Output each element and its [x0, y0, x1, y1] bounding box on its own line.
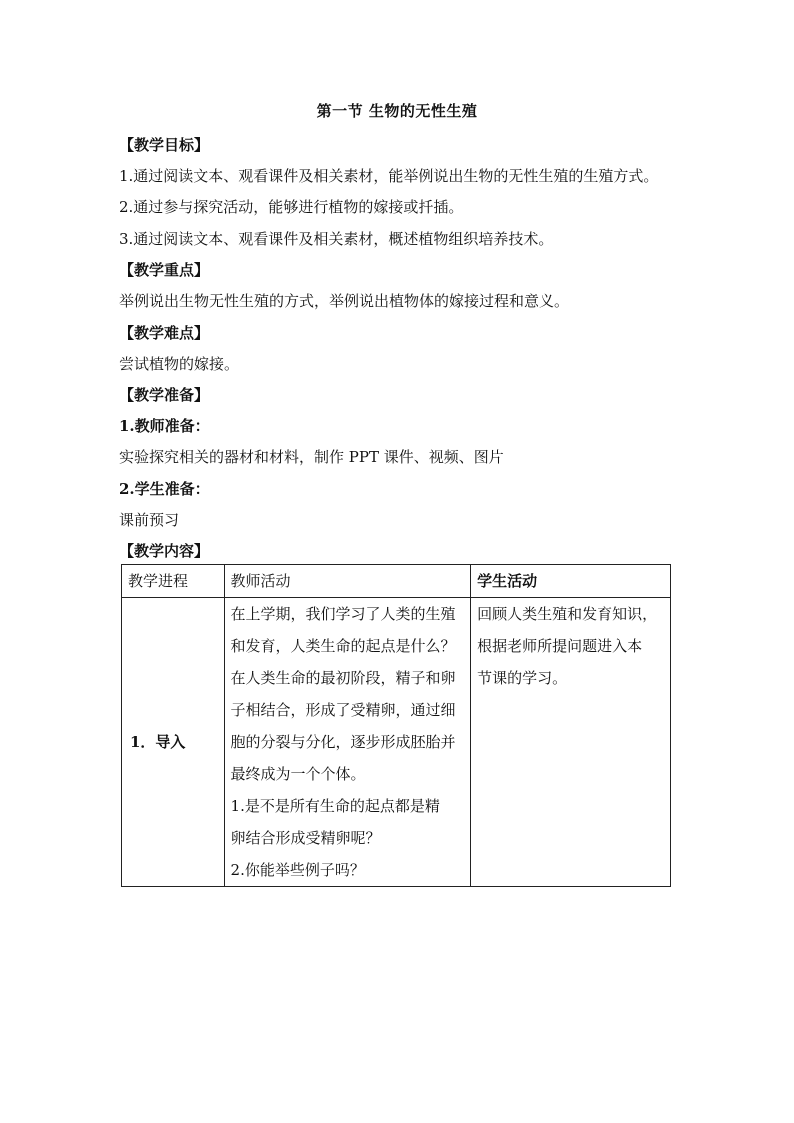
page-title: 第一节 生物的无性生殖: [316, 102, 478, 120]
teacher-line: 最终成为一个个体。: [230, 765, 366, 783]
header-teacher-activity: 教师活动: [224, 565, 471, 598]
table-row: [122, 598, 671, 887]
difficulties-heading: 【教学难点】: [119, 324, 210, 342]
teacher-line: 胞的分裂与分化，逐步形成胚胎并: [230, 733, 456, 751]
stage-cell: 1．导入: [122, 598, 225, 887]
difficulties-text: 尝试植物的嫁接。: [119, 355, 240, 373]
teacher-line: 在上学期，我们学习了人类的生殖: [230, 605, 456, 623]
teacher-prep-heading: 1.教师准备：: [119, 417, 210, 435]
teacher-line: 在人类生命的最初阶段，精子和卵: [230, 669, 456, 687]
objective-item: 3.通过阅读文本、观看课件及相关素材，概述植物组织培养技术。: [119, 230, 554, 248]
teacher-line: 子相结合，形成了受精卵，通过细: [230, 701, 456, 719]
lesson-table: [121, 564, 671, 887]
teacher-line: 和发育，人类生命的起点是什么？: [230, 637, 456, 655]
key-points-heading: 【教学重点】: [119, 261, 210, 279]
header-student-activity: 学生活动: [471, 565, 671, 598]
teacher-prep-text: 实验探究相关的器材和材料，制作 PPT 课件、视频、图片: [119, 448, 504, 466]
objectives-heading: 【教学目标】: [119, 136, 210, 154]
teacher-line: 1.是不是所有生命的起点都是精: [230, 797, 440, 815]
preparation-heading: 【教学准备】: [119, 386, 210, 404]
student-line: 节课的学习。: [477, 669, 568, 687]
teacher-line: 2.你能举些例子吗？: [230, 861, 365, 879]
student-prep-text: 课前预习: [119, 511, 180, 529]
teacher-line: 卵结合形成受精卵呢？: [230, 829, 381, 847]
student-line: 回顾人类生殖和发育知识，: [477, 605, 658, 623]
student-line: 根据老师所提问题进入本: [477, 637, 643, 655]
header-stage: 教学进程: [122, 565, 225, 598]
content-heading: 【教学内容】: [119, 542, 210, 560]
student-prep-heading: 2.学生准备：: [119, 480, 210, 498]
objective-item: 2.通过参与探究活动，能够进行植物的嫁接或扦插。: [119, 198, 464, 216]
student-activity-cell: [471, 598, 671, 887]
teacher-activity-cell: [224, 598, 471, 887]
objective-item: 1.通过阅读文本、观看课件及相关素材，能举例说出生物的无性生殖的生殖方式。: [119, 167, 659, 185]
key-points-text: 举例说出生物无性生殖的方式，举例说出植物体的嫁接过程和意义。: [119, 292, 570, 310]
table-header-row: [122, 565, 671, 598]
